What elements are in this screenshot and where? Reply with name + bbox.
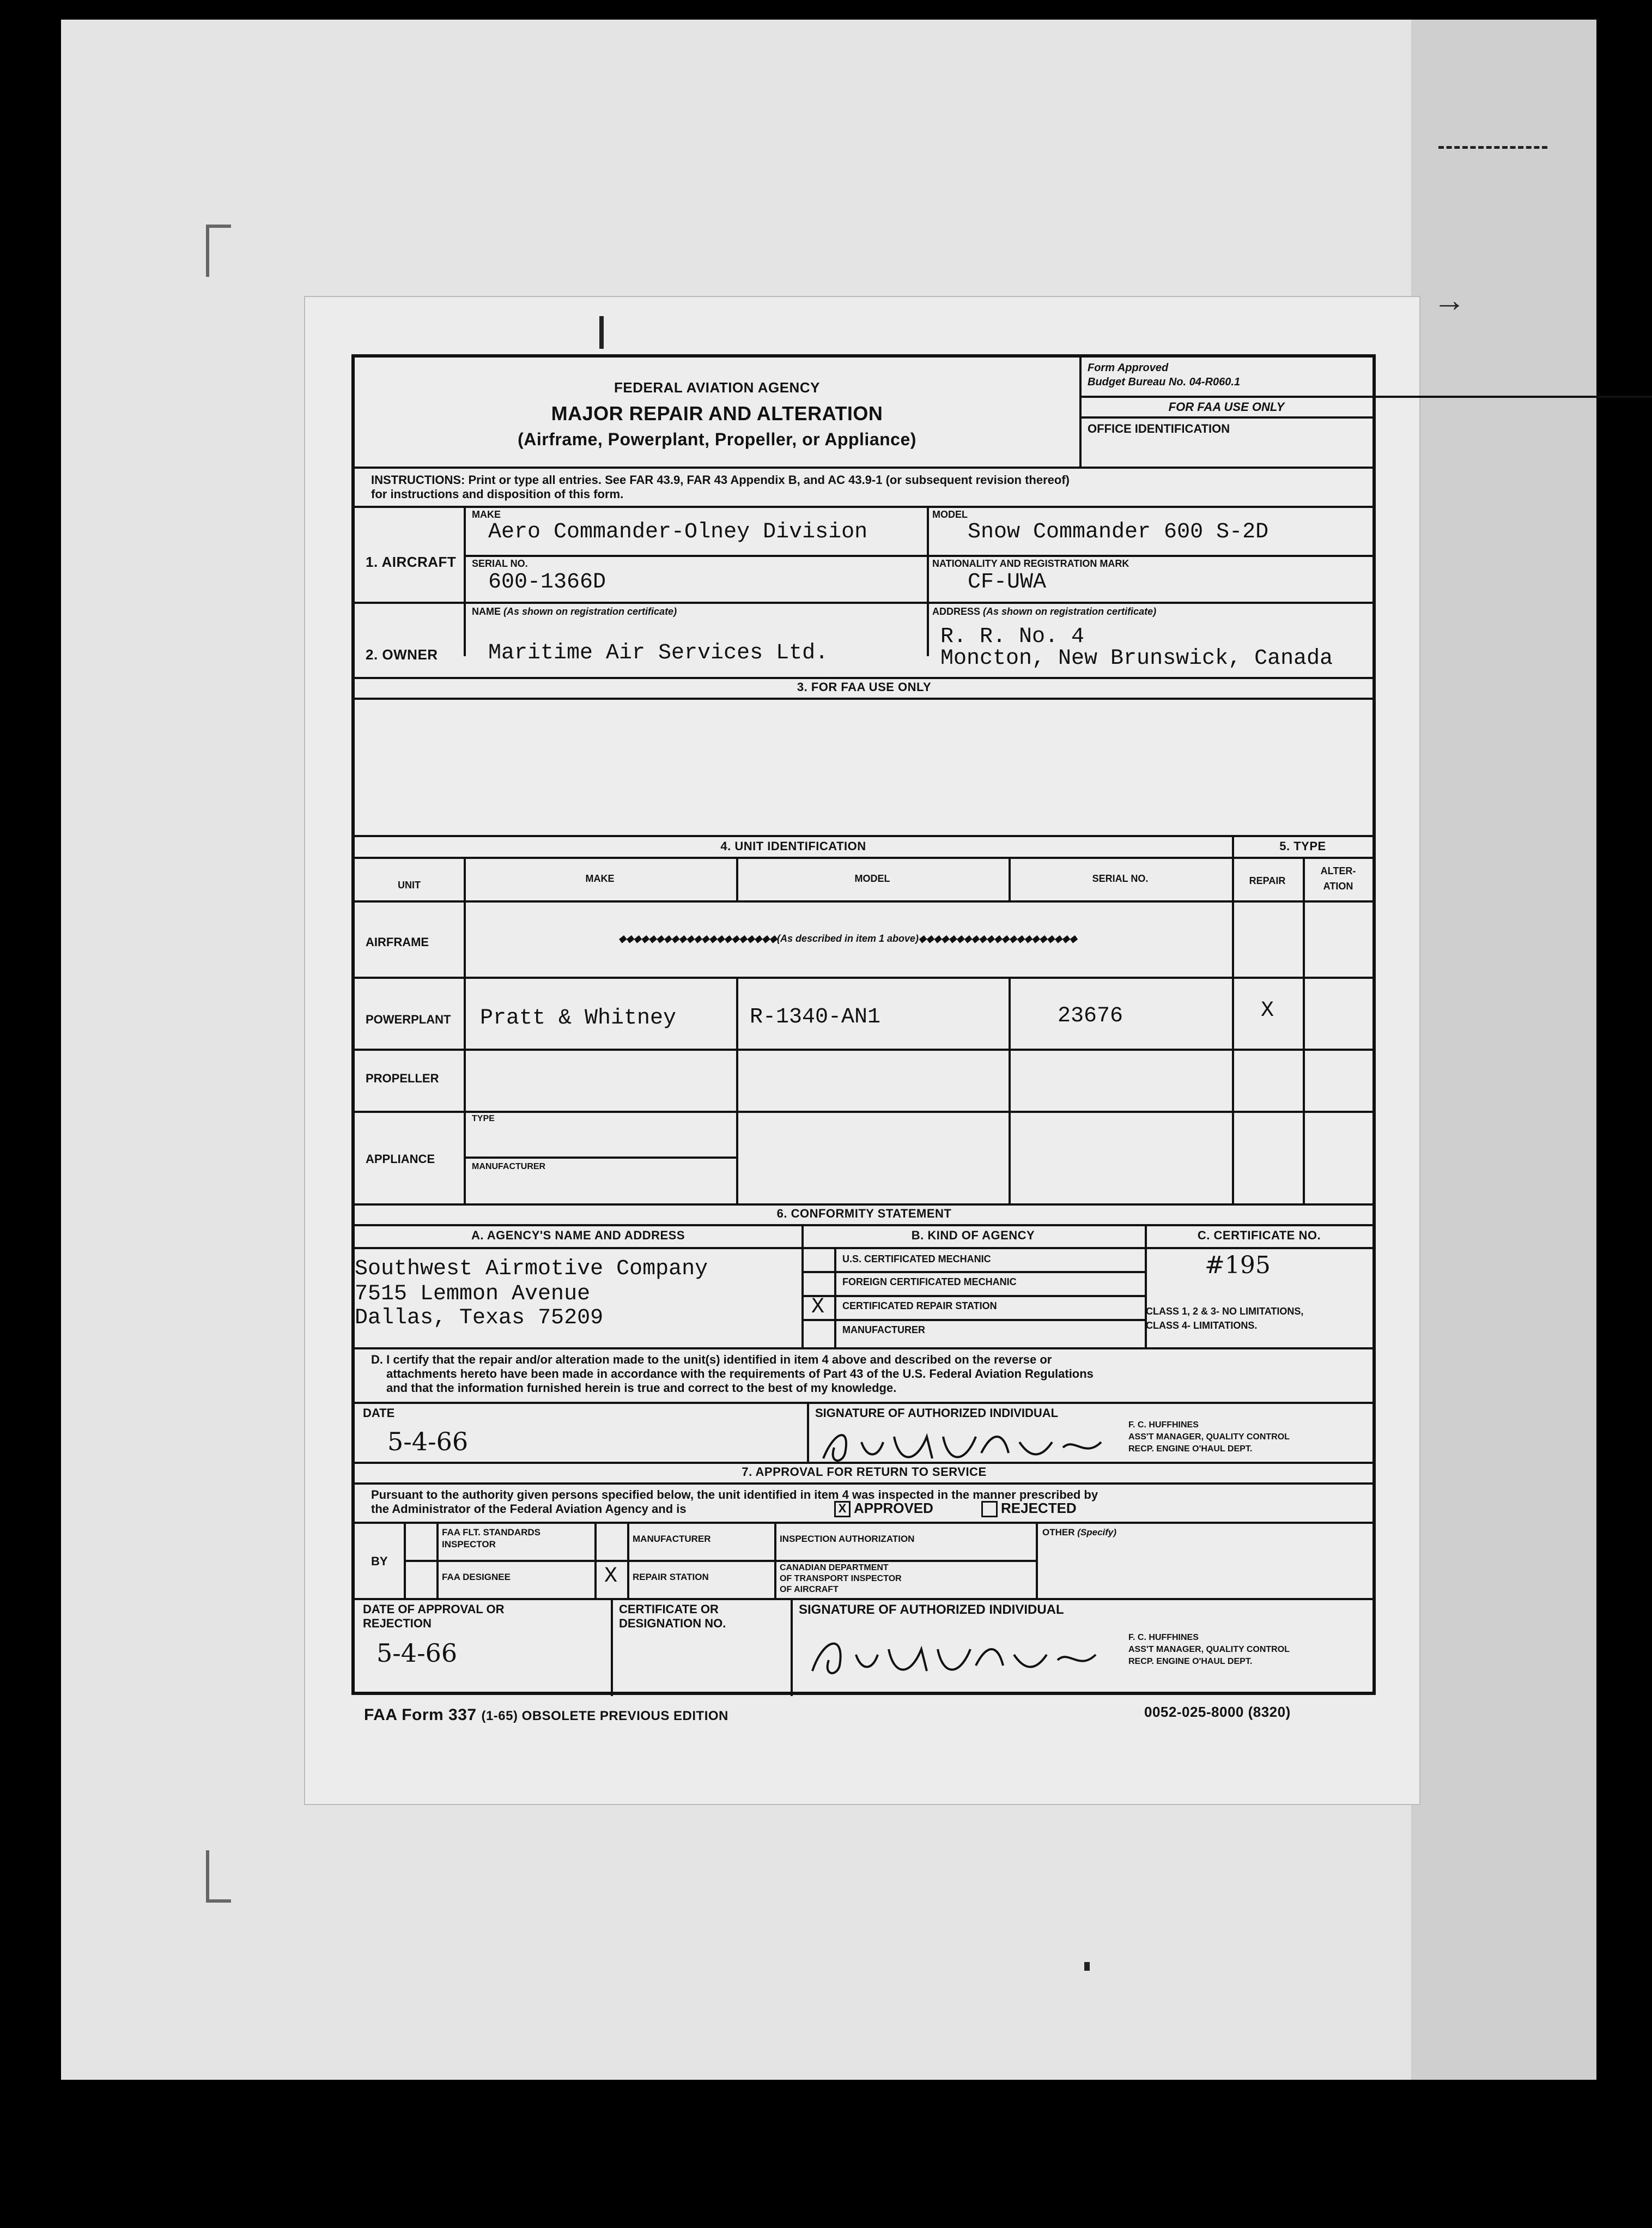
crop-bracket-top bbox=[206, 225, 231, 277]
section3-title: 3. FOR FAA USE ONLY bbox=[797, 680, 932, 694]
certify-line1: D. I certify that the repair and/or alteration made to the unit(s) identified in item 4 above and described on the reverse or bbox=[371, 1353, 1052, 1366]
owner-name-label: NAME (As shown on registration certificate) bbox=[472, 606, 677, 617]
conformity-signature-label: SIGNATURE OF AUTHORIZED INDIVIDUAL bbox=[815, 1406, 1059, 1420]
opt-faa-flt-standards-1: FAA FLT. STANDARDS bbox=[442, 1527, 541, 1537]
rejected-option[interactable]: REJECTED bbox=[981, 1500, 1077, 1517]
col-make: MAKE bbox=[585, 873, 615, 884]
col-repair: REPAIR bbox=[1249, 875, 1286, 886]
header-block bbox=[355, 358, 1079, 467]
conformity-signer-line3: RECP. ENGINE O'HAUL DEPT. bbox=[1128, 1444, 1253, 1454]
airframe-label: AIRFRAME bbox=[366, 935, 429, 949]
conformity-signer-line1: F. C. HUFFHINES bbox=[1128, 1420, 1199, 1430]
powerplant-label: POWERPLANT bbox=[366, 1013, 451, 1026]
approval-text-line2: the Administrator of the Federal Aviation Agency and is bbox=[371, 1502, 687, 1516]
owner-name-value: Maritime Air Services Ltd. bbox=[488, 641, 829, 665]
opt-manufacturer: MANUFACTURER bbox=[633, 1534, 711, 1544]
opt-canadian-3: OF AIRCRAFT bbox=[780, 1585, 839, 1594]
section7-title: 7. APPROVAL FOR RETURN TO SERVICE bbox=[742, 1465, 987, 1479]
approval-date-label-1: DATE OF APPROVAL OR bbox=[363, 1602, 505, 1616]
budget-bureau: Budget Bureau No. 04-R060.1 bbox=[1088, 376, 1241, 388]
opt-other: OTHER (Specify) bbox=[1042, 1527, 1117, 1537]
approval-date-label-2: REJECTION bbox=[363, 1616, 432, 1630]
rejected-checkbox[interactable] bbox=[981, 1501, 998, 1517]
appliance-label: APPLIANCE bbox=[366, 1152, 435, 1166]
owner-section-label: 2. OWNER bbox=[366, 646, 438, 663]
certify-line2: attachments hereto have been made in accordance with the requirements of Part 43 of the U.S. Federal Aviation Regulations bbox=[386, 1367, 1094, 1381]
form-approved: Form Approved bbox=[1088, 362, 1169, 374]
punch-mark bbox=[599, 316, 604, 349]
approved-checkbox[interactable]: X bbox=[834, 1501, 851, 1517]
conformity-date-label: DATE bbox=[363, 1406, 395, 1420]
section6-title: 6. CONFORMITY STATEMENT bbox=[776, 1207, 952, 1220]
make-label: MAKE bbox=[472, 509, 501, 520]
kind-header: B. KIND OF AGENCY bbox=[911, 1228, 1035, 1242]
owner-address-line1: R. R. No. 4 bbox=[940, 625, 1085, 649]
class-line1: CLASS 1, 2 & 3- NO LIMITATIONS, bbox=[1146, 1306, 1304, 1317]
opt-inspection-authorization: INSPECTION AUTHORIZATION bbox=[780, 1534, 915, 1544]
agency-header: A. AGENCY'S NAME AND ADDRESS bbox=[471, 1228, 685, 1242]
speck bbox=[1084, 1962, 1090, 1971]
approval-signer-line1: F. C. HUFFHINES bbox=[1128, 1633, 1199, 1642]
airframe-note: ◆◆◆◆◆◆◆◆◆◆◆◆◆◆◆◆◆◆◆◆◆(As described in item 1 above)◆◆◆◆◆◆◆◆◆◆◆◆◆◆◆◆◆◆◆◆◆ bbox=[618, 933, 1077, 944]
kind-repair-station-mark: X bbox=[811, 1295, 824, 1319]
instructions-line1: INSTRUCTIONS: Print or type all entries. See FAR 43.9, FAR 43 Appendix B, and AC 43.9-1 (or subsequent revision thereof) bbox=[371, 473, 1070, 487]
approval-signature bbox=[801, 1622, 1107, 1682]
section5-title: 5. TYPE bbox=[1279, 839, 1326, 853]
crop-bracket-bottom bbox=[206, 1850, 231, 1903]
arrow-mark-icon: → bbox=[1433, 282, 1466, 318]
agency-name: FEDERAL AVIATION AGENCY bbox=[614, 379, 820, 396]
agency-line1: Southwest Airmotive Company bbox=[355, 1257, 708, 1281]
nationality-label: NATIONALITY AND REGISTRATION MARK bbox=[932, 558, 1129, 569]
approval-cert-label-2: DESIGNATION NO. bbox=[619, 1616, 726, 1630]
owner-address-line2: Moncton, New Brunswick, Canada bbox=[940, 646, 1333, 671]
aircraft-nationality-value: CF-UWA bbox=[968, 570, 1047, 595]
certify-line3: and that the information furnished herein is true and correct to the best of my knowledge. bbox=[386, 1381, 897, 1395]
kind-foreign-mechanic: FOREIGN CERTIFICATED MECHANIC bbox=[842, 1276, 1017, 1287]
conformity-signer-line2: ASS'T MANAGER, QUALITY CONTROL bbox=[1128, 1432, 1290, 1442]
col-alteration-2: ATION bbox=[1323, 881, 1353, 892]
owner-address-label: ADDRESS (As shown on registration certificate) bbox=[932, 606, 1157, 617]
col-serial: SERIAL NO. bbox=[1092, 873, 1149, 884]
cert-header: C. CERTIFICATE NO. bbox=[1197, 1228, 1321, 1242]
opt-faa-flt-standards-2: INSPECTOR bbox=[442, 1539, 496, 1549]
powerplant-make: Pratt & Whitney bbox=[480, 1006, 677, 1031]
agency-line3: Dallas, Texas 75209 bbox=[355, 1306, 604, 1330]
approval-signer-line3: RECP. ENGINE O'HAUL DEPT. bbox=[1128, 1657, 1253, 1666]
class-line2: CLASS 4- LIMITATIONS. bbox=[1146, 1320, 1258, 1331]
opt-repair-station: REPAIR STATION bbox=[633, 1572, 709, 1582]
approval-signature-label: SIGNATURE OF AUTHORIZED INDIVIDUAL bbox=[799, 1602, 1064, 1617]
col-model: MODEL bbox=[854, 873, 890, 884]
model-label: MODEL bbox=[932, 509, 968, 520]
appliance-manufacturer-label: MANUFACTURER bbox=[472, 1162, 546, 1171]
certificate-number: #195 bbox=[1205, 1251, 1271, 1279]
aircraft-model-value: Snow Commander 600 S-2D bbox=[968, 520, 1269, 544]
propeller-label: PROPELLER bbox=[366, 1071, 439, 1085]
approved-option[interactable]: X APPROVED bbox=[834, 1500, 933, 1517]
aircraft-section-label: 1. AIRCRAFT bbox=[366, 554, 457, 570]
approval-cert-label-1: CERTIFICATE OR bbox=[619, 1602, 719, 1616]
agency-line2: 7515 Lemmon Avenue bbox=[355, 1282, 591, 1306]
col-unit: UNIT bbox=[398, 880, 421, 891]
adjacent-page-strip bbox=[1411, 20, 1596, 2080]
section4-title: 4. UNIT IDENTIFICATION bbox=[720, 839, 866, 853]
kind-manufacturer: MANUFACTURER bbox=[842, 1324, 925, 1335]
approval-text-line1: Pursuant to the authority given persons specified below, the unit identified in item 4 was inspected in the manner prescribed by bbox=[371, 1488, 1098, 1502]
form-title: MAJOR REPAIR AND ALTERATION bbox=[551, 402, 883, 425]
opt-canadian-2: OF TRANSPORT INSPECTOR bbox=[780, 1574, 902, 1583]
faa-use-only: FOR FAA USE ONLY bbox=[1168, 400, 1285, 414]
by-label: BY bbox=[371, 1554, 388, 1568]
approval-signer-line2: ASS'T MANAGER, QUALITY CONTROL bbox=[1128, 1645, 1290, 1654]
opt-canadian-1: CANADIAN DEPARTMENT bbox=[780, 1563, 889, 1572]
opt-faa-designee: FAA DESIGNEE bbox=[442, 1572, 511, 1582]
stock-number: 0052-025-8000 (8320) bbox=[1144, 1704, 1291, 1720]
faa-form-337 bbox=[351, 354, 1376, 1695]
form-number: FAA Form 337 (1-65) OBSOLETE PREVIOUS EDITION bbox=[364, 1706, 728, 1724]
kind-us-mechanic: U.S. CERTIFICATED MECHANIC bbox=[842, 1254, 991, 1264]
appliance-type-label: TYPE bbox=[472, 1114, 495, 1123]
instructions-line2: for instructions and disposition of this form. bbox=[371, 487, 624, 501]
col-alteration-1: ALTER- bbox=[1320, 865, 1356, 876]
serial-label: SERIAL NO. bbox=[472, 558, 528, 569]
conformity-date: 5-4-66 bbox=[387, 1427, 469, 1456]
opt-repair-station-mark: X bbox=[604, 1564, 617, 1589]
aircraft-make-value: Aero Commander-Olney Division bbox=[488, 520, 868, 544]
powerplant-model: R-1340-AN1 bbox=[750, 1005, 881, 1030]
office-identification-label: OFFICE IDENTIFICATION bbox=[1088, 422, 1230, 435]
powerplant-repair-mark: X bbox=[1260, 998, 1274, 1023]
aircraft-serial-value: 600-1366D bbox=[488, 570, 606, 595]
kind-repair-station: CERTIFICATED REPAIR STATION bbox=[842, 1300, 997, 1311]
approval-date: 5-4-66 bbox=[376, 1638, 458, 1668]
dashed-mark bbox=[1438, 146, 1547, 149]
powerplant-serial: 23676 bbox=[1058, 1004, 1123, 1028]
form-subtitle: (Airframe, Powerplant, Propeller, or Appliance) bbox=[518, 429, 916, 449]
